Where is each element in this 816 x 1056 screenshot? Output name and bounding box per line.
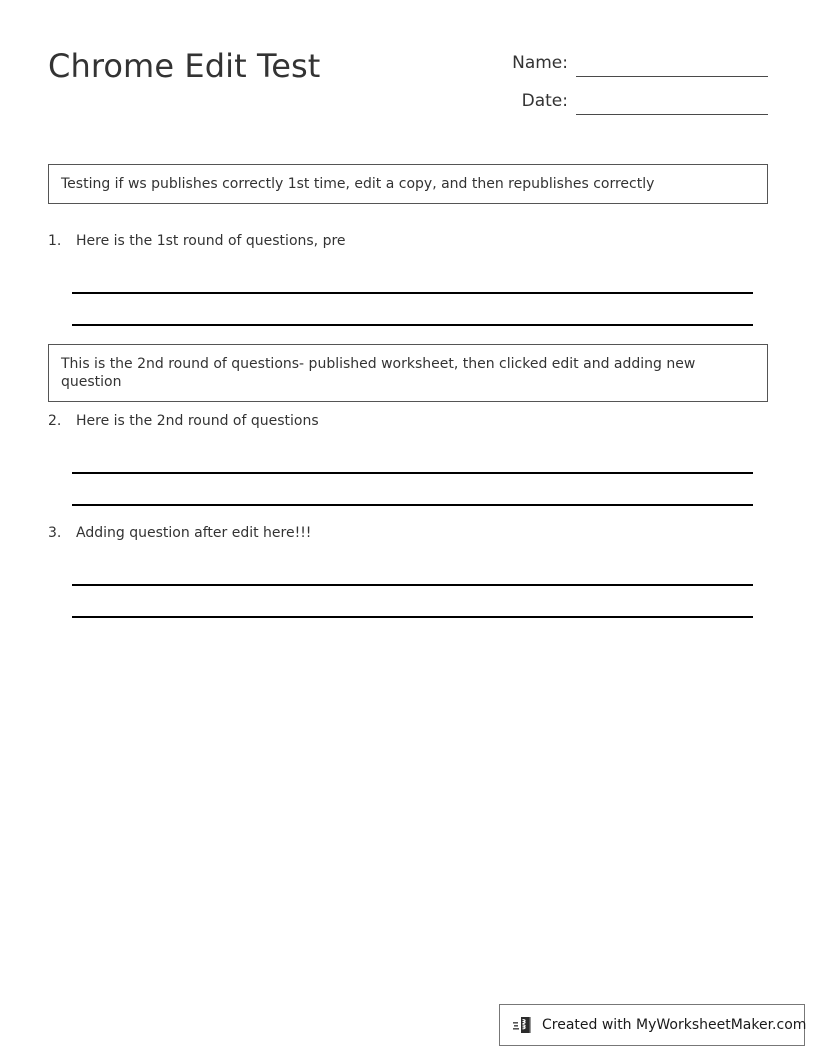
- question-number: 2.: [48, 413, 62, 429]
- name-field-input[interactable]: [576, 76, 768, 77]
- answer-line[interactable]: [72, 292, 753, 294]
- date-field-label: Date:: [521, 91, 568, 111]
- question-number: 3.: [48, 525, 62, 541]
- answer-line[interactable]: [72, 472, 753, 474]
- name-field-row: [496, 48, 768, 86]
- date-field-input[interactable]: [576, 114, 768, 115]
- answer-line[interactable]: [72, 616, 753, 618]
- attribution-text: Created with MyWorksheetMaker.com: [542, 1017, 807, 1033]
- question-text: Here is the 1st round of questions, pre: [76, 233, 346, 249]
- question-text: Here is the 2nd round of questions: [76, 413, 319, 429]
- answer-lines: [72, 432, 753, 494]
- question-heading: [48, 410, 768, 432]
- answer-line[interactable]: [72, 504, 753, 506]
- page-title: Chrome Edit Test: [48, 47, 321, 85]
- attribution-badge[interactable]: [499, 1004, 805, 1046]
- answer-line[interactable]: [72, 324, 753, 326]
- instruction-box: This is the 2nd round of questions- published worksheet, then clicked edit and adding new question: [48, 344, 768, 402]
- date-field-row: [496, 86, 768, 124]
- question-item: [48, 522, 768, 606]
- answer-line[interactable]: [72, 584, 753, 586]
- worksheet-header: [48, 44, 768, 120]
- question-number: 1.: [48, 233, 62, 249]
- student-meta-fields: [496, 48, 768, 124]
- question-text: Adding question after edit here!!!: [76, 525, 312, 541]
- question-heading: [48, 522, 768, 544]
- question-item: [48, 410, 768, 494]
- answer-lines: [72, 544, 753, 606]
- name-field-label: Name:: [512, 53, 568, 73]
- instruction-box: Testing if ws publishes correctly 1st time, edit a copy, and then republishes correctly: [48, 164, 768, 204]
- worksheet-maker-logo-icon: [513, 1014, 535, 1036]
- answer-lines: [72, 252, 753, 314]
- question-heading: [48, 230, 768, 252]
- question-item: [48, 230, 768, 314]
